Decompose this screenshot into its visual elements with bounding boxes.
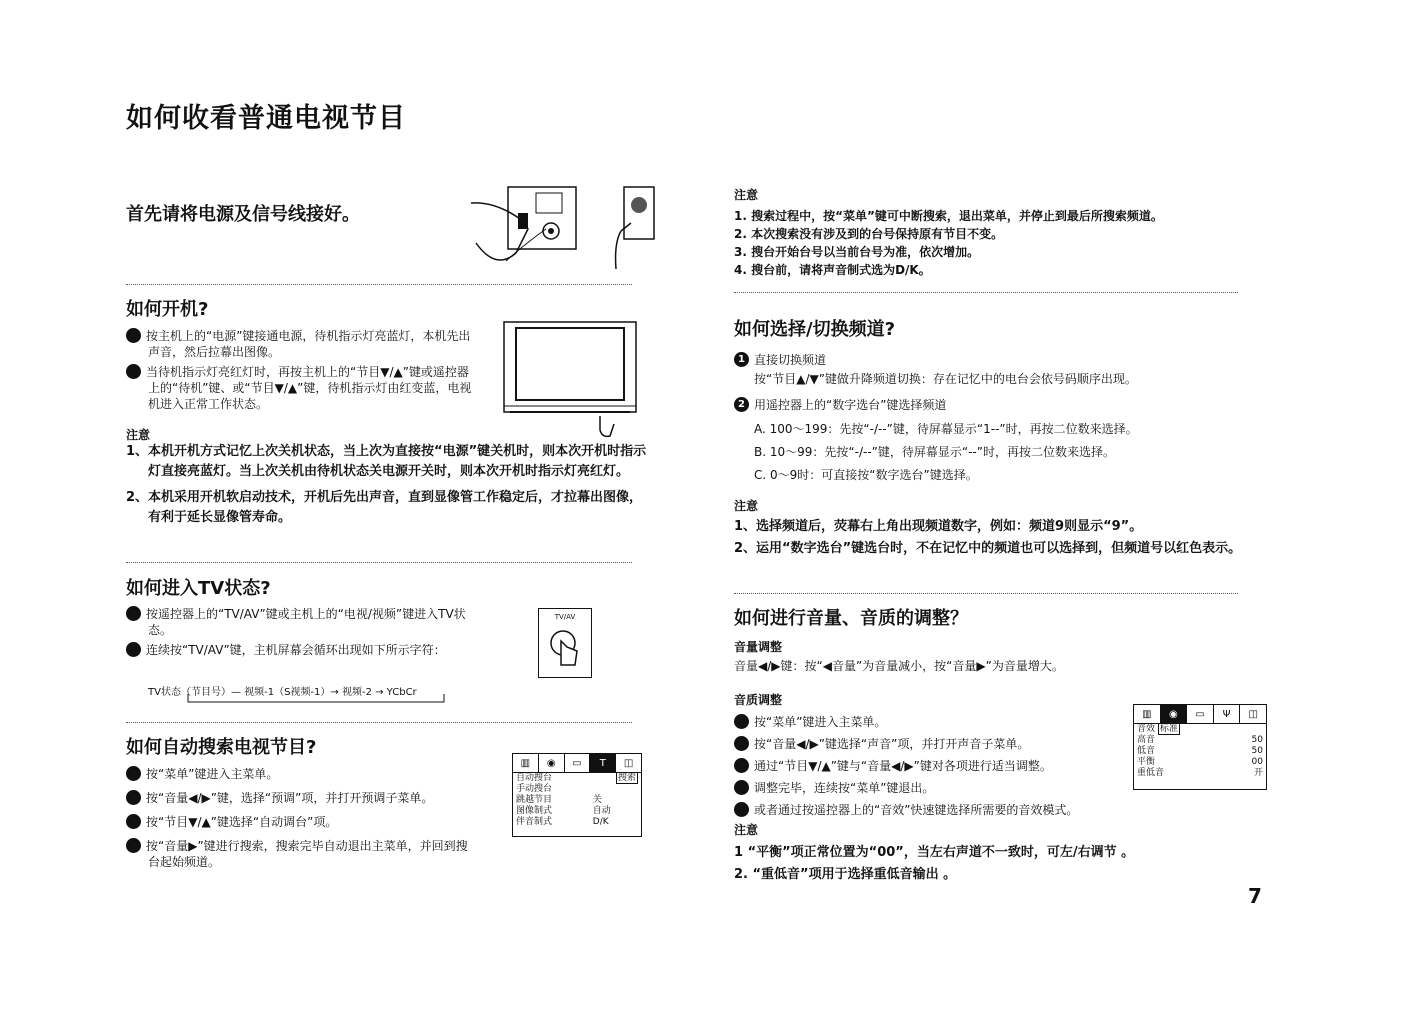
channel-notes (734, 517, 1254, 559)
table-row: 图像制式 自动 (516, 806, 611, 816)
divider (126, 284, 632, 285)
list-item: 4 按“音量▶”键进行搜索，搜索完毕自动退出主菜单，并回到搜台起始频道。 (119, 839, 468, 869)
channel-steps (734, 352, 1274, 487)
power-on-heading: 如何开机? (126, 299, 209, 320)
list-item: C. 0～9时：可直接按“数字选台”键选择。 (754, 468, 978, 482)
note-label: 注意 (734, 188, 759, 202)
list-item: 2 按“音量◀/▶”键，选择“预调”项，并打开预调子菜单。 (119, 791, 434, 805)
connect-heading: 首先请将电源及信号线接好。 (126, 204, 360, 225)
list-item: 1 按遥控器上的“TV/AV”键或主机上的“电视/视频”键进入TV状态。 (119, 607, 466, 637)
list-item: 2 连续按“TV/AV”键，主机屏幕会循环出现如下所示字符： (119, 643, 446, 657)
tone-title: 音质调整 (734, 693, 783, 707)
list-item: 2 按“音量◀/▶”键选择“声音”项，并打开声音子菜单。 (727, 737, 1030, 751)
list-item: 3. 搜台开始台号以当前台号为准，依次增加。 (734, 245, 980, 259)
tone-steps (727, 714, 1126, 818)
power-on-notes (126, 442, 654, 528)
sound-heading: 如何进行音量、音质的调整？ (734, 608, 968, 629)
list-item: 2、本机采用开机软启动技术，开机后先出声音，直到显像管工作稳定后，才拉幕出图像，有利于延长显像管寿命。 (126, 490, 643, 525)
volume-text: 音量◀/▶键：按“◀音量”为音量减小，按“音量▶”为音量增大。 (734, 659, 1064, 673)
connection-illustration (466, 183, 666, 275)
list-item: 1. 搜索过程中，按“菜单”键可中断搜索，退出菜单，并停止到最后所搜索频道。 (734, 209, 1163, 223)
note-label: 注意 (734, 823, 759, 837)
page-title: 如何收看普通电视节目 (126, 103, 406, 134)
screen-tab-icon: ◫ (1248, 708, 1258, 720)
list-item: 1 按“菜单”键进入主菜单。 (119, 767, 279, 781)
input-cycle: TV状态（节目号）— 视频-1（S视频-1）→ 视频-2 → YCbCr (148, 687, 417, 698)
preset-menu-illustration (512, 753, 642, 837)
list-item: 2 当待机指示灯亮红灯时，再按主机上的“节目▼/▲”键或遥控器上的“待机”键、或“节目▼/▲”键，待机指示灯由红变蓝，电视机进入正常工作状态。 (119, 365, 472, 411)
tv-mode-steps (119, 606, 466, 658)
remote-button-illustration: TV/AV (538, 608, 592, 678)
tv-illustration (502, 320, 638, 442)
list-item: 2、运用“数字选台”键选台时，不在记忆中的频道也可以选择到，但频道号以红色表示。 (734, 541, 1242, 556)
note-label: 注意 (734, 499, 759, 513)
list-item: 2. “重低音”项用于选择重低音输出 。 (734, 867, 957, 882)
table-row: 高音 50 (1137, 735, 1263, 745)
function-tab-icon: ▭ (565, 754, 591, 772)
table-row: 手动搜台 (516, 784, 553, 794)
list-item: 1、选择频道后，荧幕右上角出现频道数字，例如：频道9则显示“9”。 (734, 519, 1143, 534)
list-item: 1 按主机上的“电源”键接通电源，待机指示灯亮蓝灯，本机先出声音，然后拉幕出图像。 (119, 329, 471, 359)
channel-heading: 如何选择/切换频道? (734, 319, 896, 340)
table-row: 自动搜台 搜索 (516, 773, 636, 783)
preset-tab-icon: Ψ (1214, 705, 1241, 723)
divider (126, 562, 632, 563)
note-label: 注意 (126, 428, 151, 442)
picture-tab-icon: ▥ (1134, 705, 1161, 723)
sound-tab-icon: ◉ (1161, 705, 1188, 723)
list-item: 1 按“菜单”键进入主菜单。 (727, 715, 887, 729)
table-row: 音效 标准 (1137, 724, 1178, 734)
menu-table (1134, 724, 1266, 779)
sound-notes (734, 842, 1254, 886)
picture-tab-icon: ▥ (513, 754, 539, 772)
function-tab-icon: ▭ (1187, 705, 1214, 723)
list-item: 2 用遥控器上的“数字选台”键选择频道 (734, 397, 1274, 413)
list-item: 1、本机开机方式记忆上次关机状态，当上次为直接按“电源”键关机时，则本次开机时指示灯直接亮蓝灯。当上次关机由待机状态关电源开关时，则本次开机时指示灯亮红灯。 (126, 444, 647, 479)
table-row: 平衡 00 (1137, 757, 1263, 767)
list-item: 5 或者通过按遥控器上的“音效”快速键选择所需要的音效模式。 (727, 803, 1079, 817)
page-number: 7 (1248, 884, 1262, 908)
divider (734, 292, 1238, 293)
list-item: A. 100～199：先按“-/--”键，待屏幕显示“1--”时，再按二位数来选择。 (754, 422, 1138, 436)
divider (734, 593, 1238, 594)
divider (126, 722, 632, 723)
sound-tab-icon: ◉ (539, 754, 565, 772)
table-row: 跳越节目 关 (516, 795, 602, 805)
list-item: 3 按“节目▼/▲”键选择“自动调台”项。 (119, 815, 338, 829)
channel-sub-list (734, 418, 1274, 487)
tv-mode-heading: 如何进入TV状态? (126, 578, 271, 599)
auto-search-heading: 如何自动搜索电视节目? (126, 737, 317, 758)
cycle-return-arrow (186, 692, 448, 706)
volume-title: 音量调整 (734, 640, 783, 654)
table-row: 重低音 开 (1137, 768, 1263, 778)
list-item: B. 10～99：先按“-/--”键，待屏幕显示“--”时，再按二位数来选择。 (754, 445, 1115, 459)
list-item: 4. 搜台前，请将声音制式选为D/K。 (734, 263, 931, 277)
list-item: 2. 本次搜索没有涉及到的台号保持原有节目不变。 (734, 227, 1004, 241)
table-row: 低音 50 (1137, 746, 1263, 756)
preset-tab-icon: T (590, 754, 616, 772)
search-notes (734, 207, 1294, 279)
list-item: 1 “平衡”项正常位置为“00”，当左右声道不一致时，可左/右调节 。 (734, 845, 1135, 860)
list-item: 1 直接切换频道 (734, 352, 1274, 368)
channel-step1-text: 按“节目▲/▼”键做升降频道切换：存在记忆中的电台会依号码顺序出现。 (754, 372, 1137, 386)
auto-search-steps (119, 766, 472, 870)
sound-menu-illustration (1133, 704, 1267, 790)
power-on-steps (119, 328, 478, 412)
hand-icon (539, 621, 589, 673)
menu-table (513, 773, 641, 828)
table-row: 伴音制式 D/K (516, 817, 609, 827)
list-item: 3 通过“节目▼/▲”键与“音量◀/▶”键对各项进行适当调整。 (727, 759, 1052, 773)
list-item: 4 调整完毕，连续按“菜单”键退出。 (727, 781, 935, 795)
screen-tab-icon: ◫ (623, 757, 634, 769)
